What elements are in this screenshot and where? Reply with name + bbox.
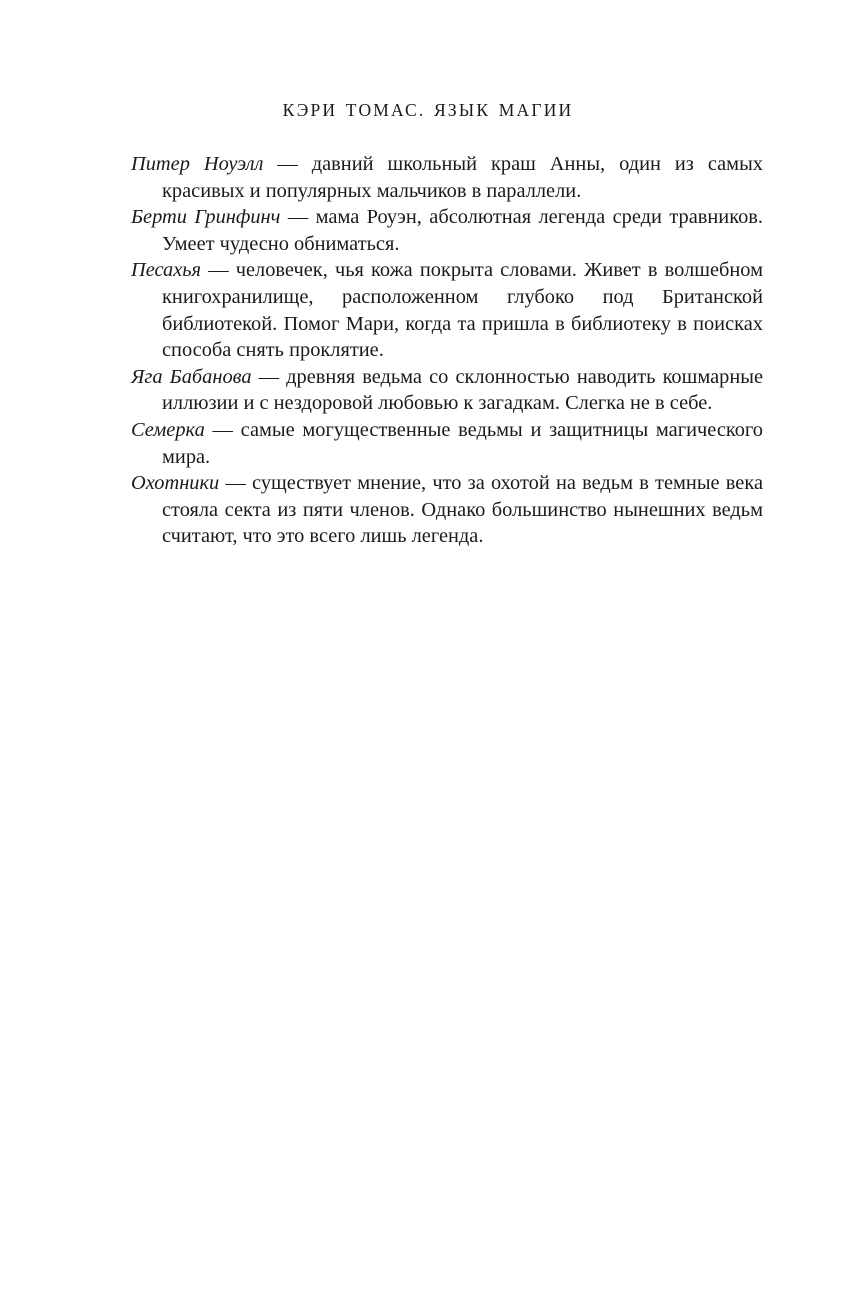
glossary-definition: — давний школьный краш Анны, один из самых красивых и популярных мальчиков в параллели. (162, 153, 763, 202)
glossary-definition: — существует мнение, что за охотой на ведьм в темные века стояла секта из пяти членов. Однако большинство нынешних ведьм считают, что это всего лишь легенда. (162, 472, 763, 548)
glossary-entry (131, 257, 763, 363)
glossary-definition: — самые могущественные ведьмы и защитницы магического мира. (162, 418, 763, 468)
glossary-entry (131, 417, 763, 470)
glossary-definition: — мама Роуэн, абсолютная легенда среди травников. Умеет чудесно обниматься. (162, 206, 764, 255)
glossary-entry (131, 470, 763, 550)
glossary-term: Яга Бабанова (131, 365, 252, 388)
glossary-entry (131, 364, 763, 417)
glossary-term: Берти Гринфинч (131, 206, 281, 229)
glossary-entry (131, 151, 763, 204)
glossary-term: Семерка (131, 418, 205, 441)
glossary-entry (131, 204, 763, 257)
running-header: КЭРИ ТОМАС. ЯЗЫК МАГИИ (282, 100, 574, 120)
glossary-definition: — древняя ведьма со склонностью наводить кошмарные иллюзии и с нездоровой любовью к загадкам. Слегка не в себе. (162, 365, 764, 415)
glossary-term: Охотники (131, 472, 220, 495)
glossary-definition: — человечек, чья кожа покрыта словами. Живет в волшебном книгохранилище, расположенном глубоко под Британской библиотекой. Помог Мари, когда та пришла в библиотеку в поисках способа снять проклятие. (162, 259, 763, 362)
glossary-term: Питер Ноуэлл (131, 153, 264, 175)
glossary-list (131, 151, 763, 550)
glossary-term: Песахья (131, 259, 202, 282)
